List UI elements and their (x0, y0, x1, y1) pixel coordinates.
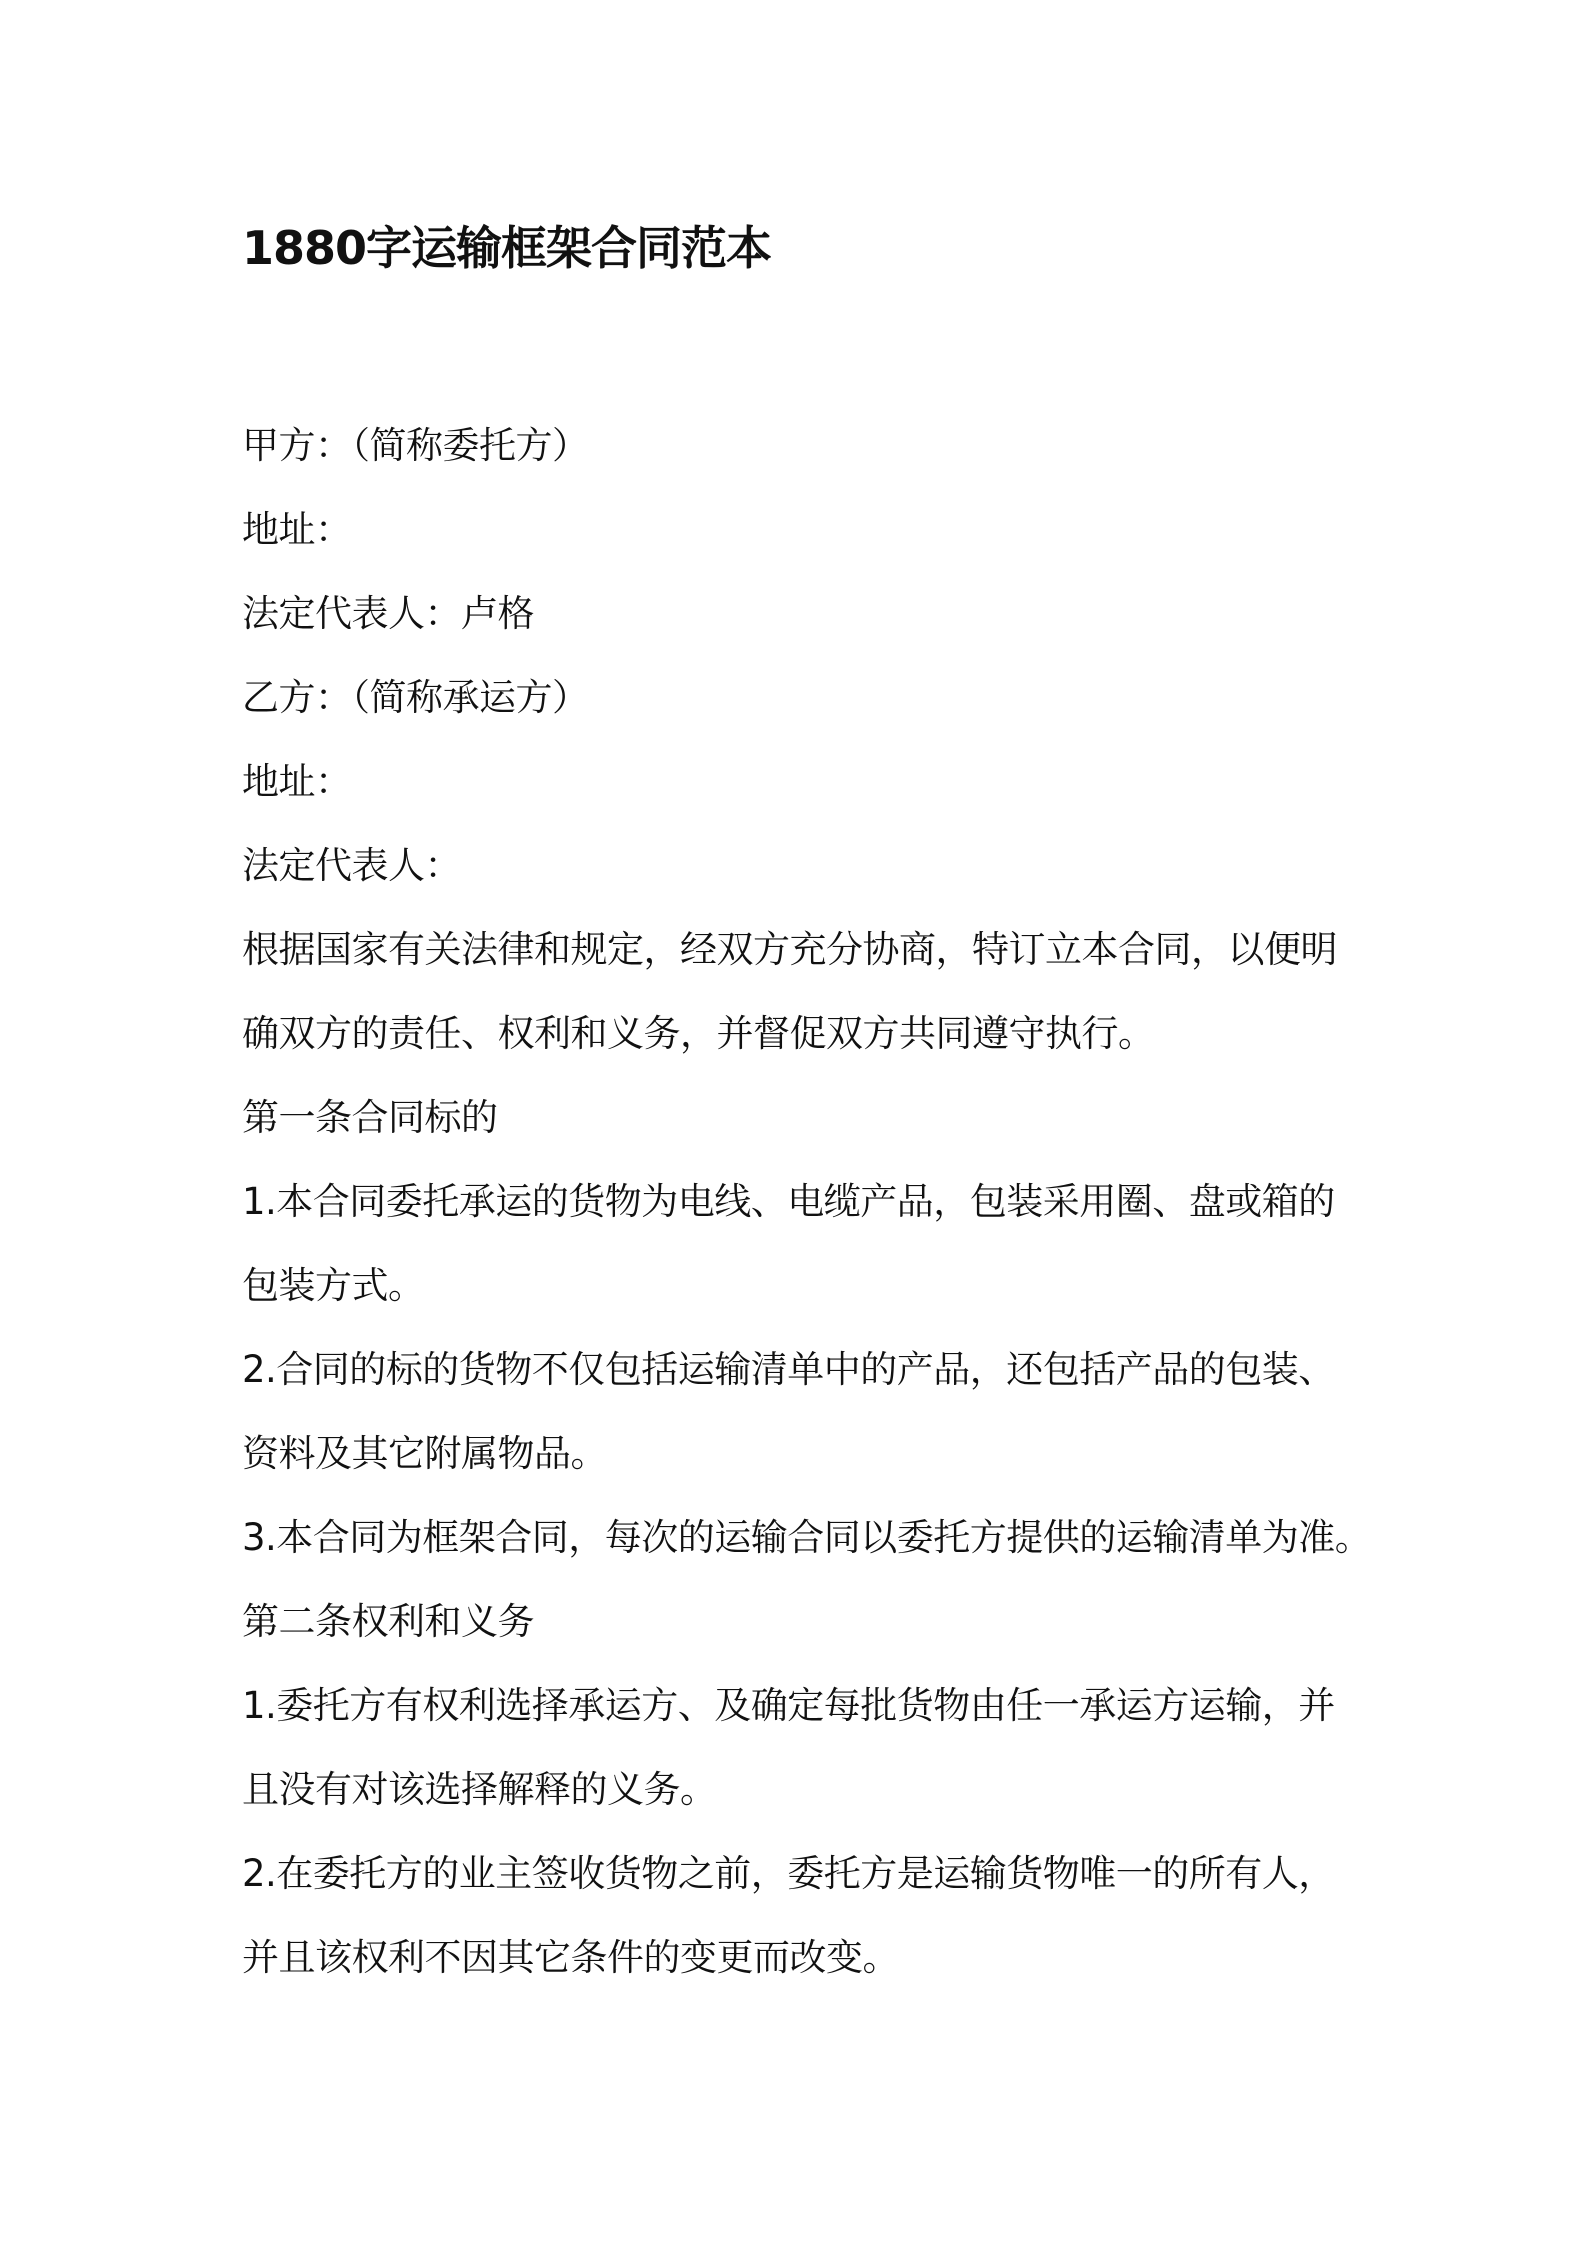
document-title: 1880字运输框架合同范本 (242, 221, 772, 275)
article-2-clause-2-line-1: 2.在委托方的业主签收货物之前，委托方是运输货物唯一的所有人， (242, 1852, 1335, 1895)
article-2-clause-1-line-2: 且没有对该选择解释的义务。 (242, 1768, 717, 1811)
article-1-clause-1-line-1: 1.本合同委托承运的货物为电线、电缆产品，包装采用圈、盘或箱的 (242, 1180, 1335, 1223)
article-1-clause-3: 3.本合同为框架合同，每次的运输合同以委托方提供的运输清单为准。 (242, 1516, 1372, 1559)
article-1-clause-2-line-2: 资料及其它附属物品。 (242, 1432, 607, 1475)
party-b-address-line: 地址： (242, 760, 352, 803)
party-b-line: 乙方：（简称承运方） (242, 676, 589, 719)
article-2-clause-1-line-1: 1.委托方有权利选择承运方、及确定每批货物由任一承运方运输，并 (242, 1684, 1335, 1727)
article-2-heading: 第二条权利和义务 (242, 1600, 534, 1643)
article-1-clause-2-line-1: 2.合同的标的货物不仅包括运输清单中的产品，还包括产品的包装、 (242, 1348, 1335, 1391)
article-1-clause-1-line-2: 包装方式。 (242, 1264, 425, 1307)
party-a-line: 甲方：（简称委托方） (242, 424, 589, 467)
article-1-heading: 第一条合同标的 (242, 1096, 498, 1139)
article-2-clause-2-line-2: 并且该权利不因其它条件的变更而改变。 (242, 1936, 899, 1979)
preamble-line-2: 确双方的责任、权利和义务，并督促双方共同遵守执行。 (242, 1012, 1155, 1055)
party-a-representative-line: 法定代表人：卢格 (242, 592, 534, 635)
document-body (242, 404, 1392, 2000)
party-b-representative-line: 法定代表人： (242, 844, 461, 887)
preamble-line-1: 根据国家有关法律和规定，经双方充分协商，特订立本合同，以便明 (242, 928, 1337, 971)
party-a-address-line: 地址： (242, 508, 352, 551)
